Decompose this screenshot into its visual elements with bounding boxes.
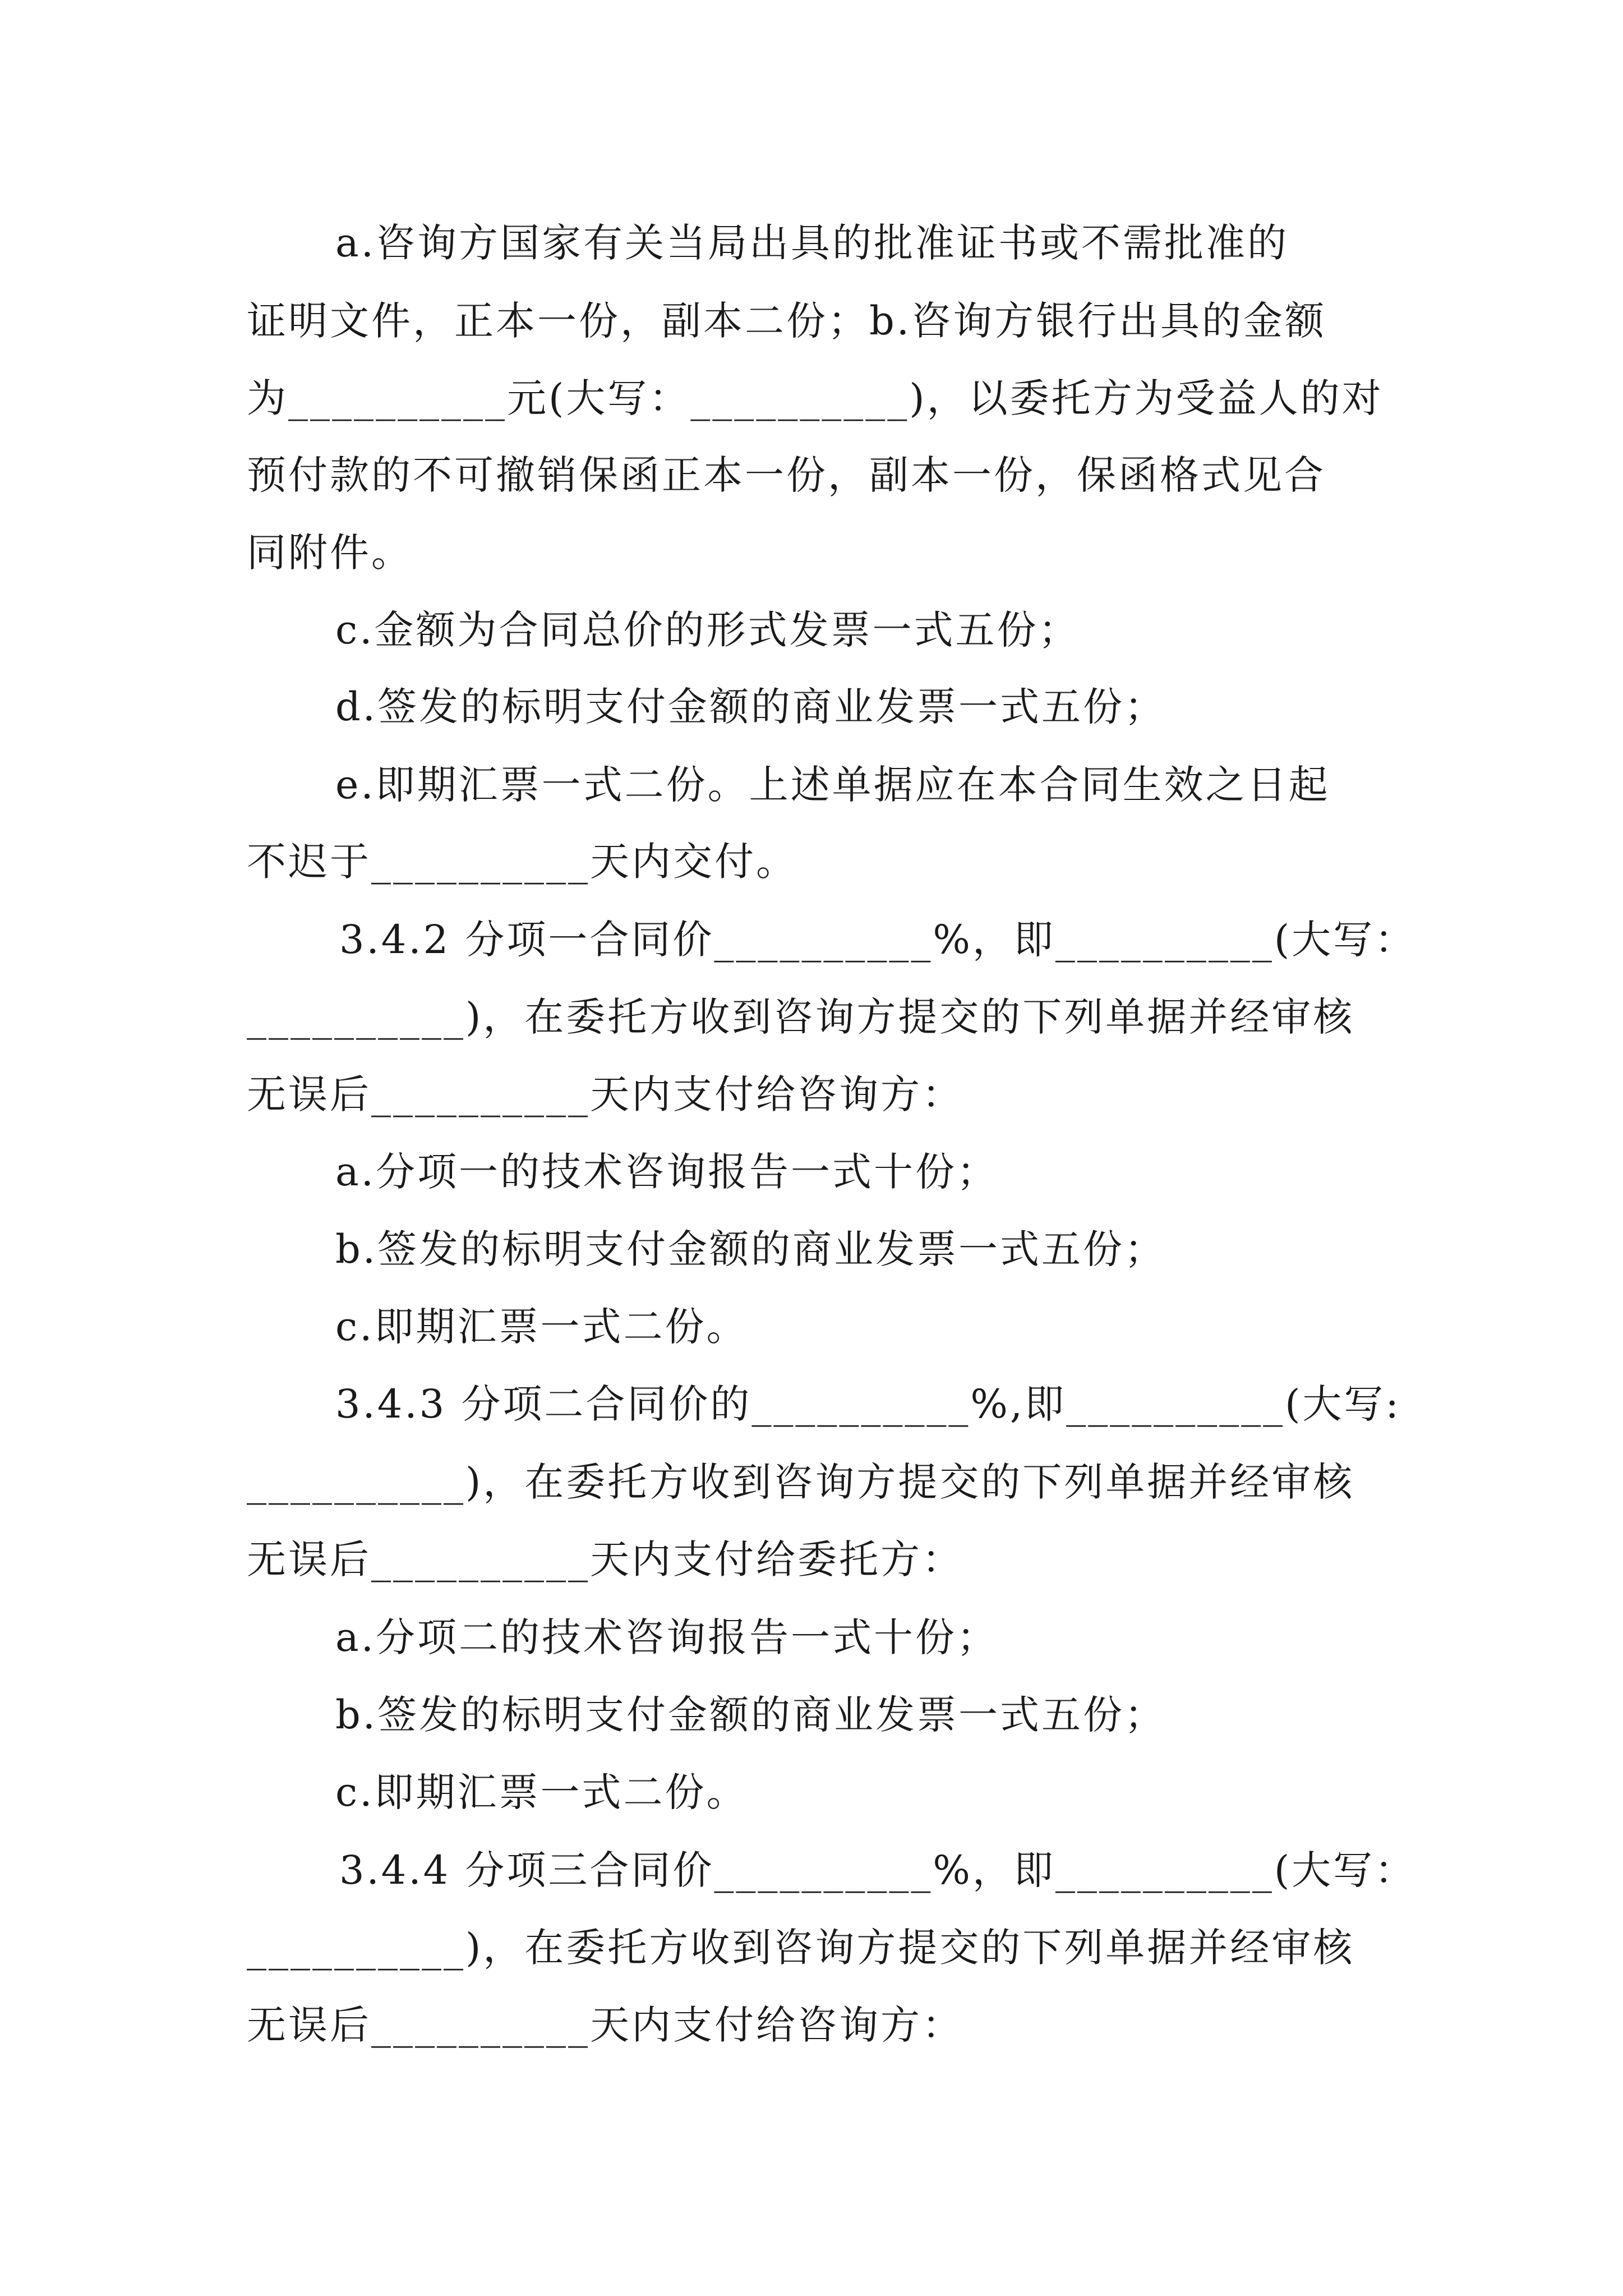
text-line: 3.4.4 分项三合同价__________%，即__________(大写：	[339, 1847, 1417, 1893]
text-line: 预付款的不可撤销保函正本一份，副本一份，保函格式见合	[247, 452, 1326, 498]
text-line: 为__________元(大写：__________)，以委托方为受益人的对	[247, 375, 1384, 421]
text-line: __________)，在委托方收到咨询方提交的下列单据并经审核	[247, 994, 1355, 1040]
text-line: 3.4.3 分项二合同价的__________%,即__________(大写:	[335, 1381, 1401, 1427]
text-line: d.签发的标明支付金额的商业发票一式五份；	[335, 684, 1166, 730]
text-line: 不迟于__________天内交付。	[247, 839, 797, 885]
text-line: 3.4.2 分项一合同价__________%，即__________(大写：	[339, 917, 1417, 963]
text-line: c.即期汇票一式二份。	[335, 1769, 748, 1815]
text-line: e.即期汇票一式二份。上述单据应在本合同生效之日起	[335, 762, 1330, 808]
text-line: 无误后__________天内支付给咨询方：	[247, 1071, 963, 1117]
text-line: b.签发的标明支付金额的商业发票一式五份；	[335, 1692, 1166, 1738]
text-line: __________)，在委托方收到咨询方提交的下列单据并经审核	[247, 1459, 1355, 1505]
text-line: 无误后__________天内支付给咨询方：	[247, 2002, 963, 2048]
text-line: b.签发的标明支付金额的商业发票一式五份；	[335, 1226, 1166, 1272]
text-line: a.分项一的技术咨询报告一式十份；	[335, 1149, 998, 1195]
text-line: a.咨询方国家有关当局出具的批准证书或不需批准的	[335, 220, 1289, 266]
text-line: 同附件。	[247, 530, 413, 576]
text-line: 证明文件，正本一份，副本二份；b.咨询方银行出具的金额	[247, 298, 1327, 344]
text-line: c.金额为合同总价的形式发票一式五份；	[335, 607, 1080, 653]
text-line: c.即期汇票一式二份。	[335, 1304, 748, 1350]
text-line: a.分项二的技术咨询报告一式十份；	[335, 1614, 998, 1660]
text-line: __________)，在委托方收到咨询方提交的下列单据并经审核	[247, 1925, 1355, 1971]
text-line: 无误后__________天内支付给委托方：	[247, 1536, 963, 1582]
